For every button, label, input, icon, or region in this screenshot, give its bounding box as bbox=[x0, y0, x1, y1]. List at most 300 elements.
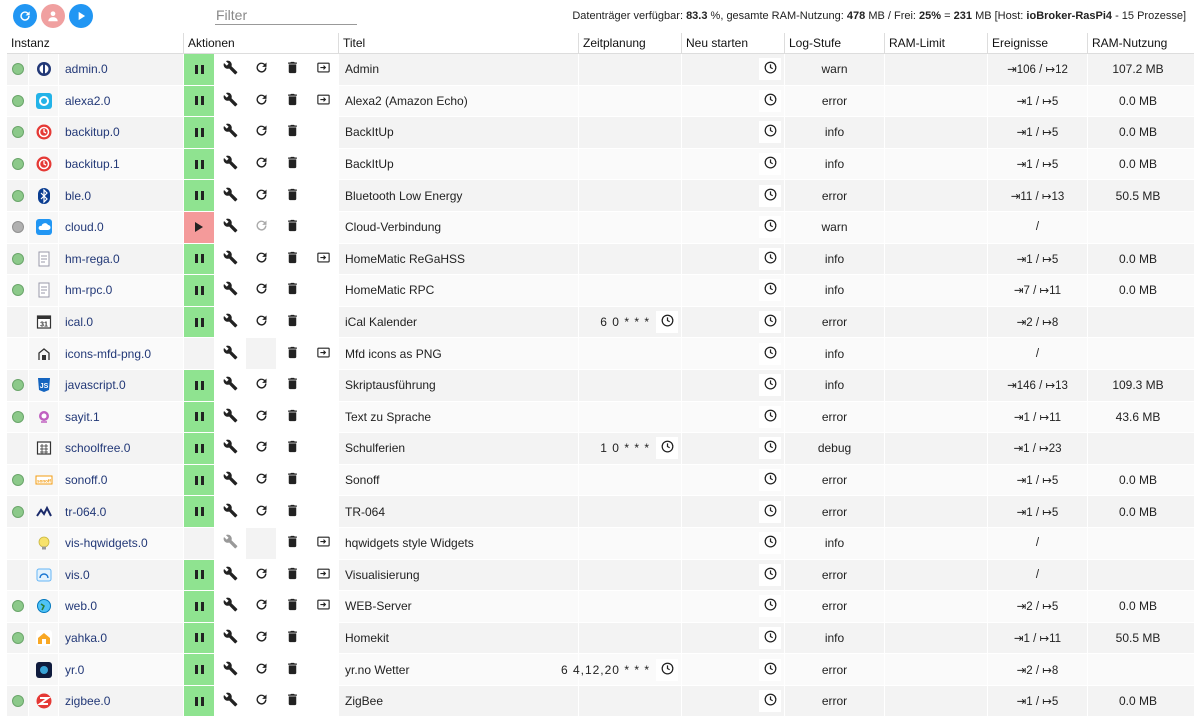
restart-schedule-button[interactable] bbox=[759, 690, 781, 712]
wrench-icon bbox=[223, 692, 238, 710]
open-link-icon bbox=[316, 566, 331, 584]
restart-schedule-button[interactable] bbox=[759, 185, 781, 207]
status-indicator bbox=[12, 695, 24, 707]
ram-usage: 0.0 MB bbox=[1118, 157, 1157, 172]
log-level[interactable]: error bbox=[785, 686, 885, 717]
ram-usage bbox=[1088, 560, 1188, 591]
adapter-cal2-icon bbox=[36, 440, 52, 456]
adapter-tr-icon bbox=[36, 504, 52, 520]
play-icon bbox=[195, 222, 203, 232]
settings-button[interactable] bbox=[215, 54, 246, 85]
restart-button[interactable] bbox=[246, 180, 277, 211]
ram-usage: 0.0 MB bbox=[1118, 504, 1157, 519]
settings-button[interactable] bbox=[215, 686, 246, 717]
adapter-icon-cell bbox=[29, 623, 59, 654]
settings-button[interactable] bbox=[215, 465, 246, 496]
clock-icon bbox=[763, 218, 778, 236]
restart-schedule-cell bbox=[682, 591, 785, 622]
schedule-button[interactable] bbox=[656, 437, 678, 459]
instance-title[interactable]: BackItUp bbox=[339, 117, 579, 148]
settings-button[interactable] bbox=[215, 338, 246, 369]
instance-name[interactable]: hm-rpc.0 bbox=[59, 275, 184, 306]
instance-name[interactable]: sonoff.0 bbox=[59, 465, 184, 496]
ram-usage: 0.0 MB bbox=[1118, 283, 1157, 298]
wrench-icon bbox=[223, 92, 238, 110]
restart-schedule-cell bbox=[682, 149, 785, 180]
restart-schedule-button[interactable] bbox=[759, 469, 781, 491]
settings-button[interactable] bbox=[215, 149, 246, 180]
schedule-cell bbox=[579, 117, 682, 148]
ram-limit-cell[interactable] bbox=[885, 623, 988, 654]
instance-title[interactable]: Text zu Sprache bbox=[339, 402, 579, 433]
status-indicator bbox=[12, 253, 24, 265]
open-web-button[interactable] bbox=[308, 338, 339, 369]
events-count: ⇥1 / ↦5 bbox=[988, 117, 1088, 148]
ram-usage: 0.0 MB bbox=[1118, 93, 1157, 108]
restart-schedule-button[interactable] bbox=[759, 248, 781, 270]
pause-button[interactable] bbox=[184, 433, 215, 464]
ram-usage bbox=[1088, 528, 1188, 559]
status-cell bbox=[7, 465, 29, 496]
log-level[interactable]: info bbox=[785, 117, 885, 148]
schedule-cell bbox=[579, 180, 682, 211]
instance-title[interactable]: Skriptausführung bbox=[339, 370, 579, 401]
restart-schedule-button[interactable] bbox=[759, 121, 781, 143]
clock-icon bbox=[763, 439, 778, 457]
restart-button[interactable] bbox=[246, 402, 277, 433]
instance-title[interactable]: Bluetooth Low Energy bbox=[339, 180, 579, 211]
settings-button[interactable] bbox=[215, 623, 246, 654]
clock-icon bbox=[763, 92, 778, 110]
clock-icon bbox=[763, 250, 778, 268]
reload-icon bbox=[254, 566, 269, 584]
restart-button[interactable] bbox=[246, 212, 277, 243]
instance-name[interactable]: backitup.0 bbox=[59, 117, 184, 148]
restart-button[interactable] bbox=[246, 54, 277, 85]
ram-usage: 50.5 MB bbox=[1115, 630, 1161, 645]
clock-icon bbox=[763, 597, 778, 615]
col-instance[interactable]: Instanz bbox=[7, 33, 184, 53]
open-web-empty bbox=[308, 117, 339, 148]
events-count: ⇥1 / ↦5 bbox=[988, 686, 1088, 717]
pause-button[interactable] bbox=[184, 402, 215, 433]
svg-text:31: 31 bbox=[39, 321, 48, 329]
restart-button[interactable] bbox=[246, 307, 277, 338]
restart-schedule-button[interactable] bbox=[759, 595, 781, 617]
status-indicator bbox=[12, 126, 24, 138]
adapter-icon-cell bbox=[29, 591, 59, 622]
log-level[interactable]: info bbox=[785, 370, 885, 401]
instance-name[interactable]: vis-hqwidgets.0 bbox=[59, 528, 184, 559]
pause-button[interactable] bbox=[184, 275, 215, 306]
open-web-button[interactable] bbox=[308, 244, 339, 275]
instance-name[interactable]: zigbee.0 bbox=[59, 686, 184, 717]
delete-button[interactable] bbox=[277, 496, 308, 527]
pause-icon bbox=[195, 191, 204, 200]
table-row bbox=[7, 654, 1194, 686]
settings-button[interactable] bbox=[215, 307, 246, 338]
trash-icon bbox=[285, 534, 300, 552]
settings-button[interactable] bbox=[215, 117, 246, 148]
reload-icon bbox=[254, 408, 269, 426]
adapter-doc-icon bbox=[36, 251, 52, 267]
ram-limit-cell[interactable] bbox=[885, 528, 988, 559]
ram-limit-cell[interactable] bbox=[885, 86, 988, 117]
pause-button[interactable] bbox=[184, 560, 215, 591]
ram-limit-cell[interactable] bbox=[885, 338, 988, 369]
log-level[interactable]: error bbox=[785, 86, 885, 117]
instance-title[interactable]: ZigBee bbox=[339, 686, 579, 717]
schedule-cell bbox=[579, 686, 682, 717]
log-level[interactable]: error bbox=[785, 307, 885, 338]
expert-mode-button[interactable] bbox=[41, 4, 65, 28]
pause-button[interactable] bbox=[184, 465, 215, 496]
restart-schedule-button[interactable] bbox=[759, 216, 781, 238]
restart-button[interactable] bbox=[246, 686, 277, 717]
instance-name[interactable]: hm-rega.0 bbox=[59, 244, 184, 275]
open-web-button[interactable] bbox=[308, 560, 339, 591]
restart-button[interactable] bbox=[246, 275, 277, 306]
delete-button[interactable] bbox=[277, 275, 308, 306]
restart-schedule-button[interactable] bbox=[759, 627, 781, 649]
svg-text:sonoff: sonoff bbox=[36, 478, 51, 484]
settings-button[interactable] bbox=[215, 496, 246, 527]
delete-button[interactable] bbox=[277, 338, 308, 369]
restart-schedule-button[interactable] bbox=[759, 153, 781, 175]
adapter-yr-icon bbox=[36, 662, 52, 678]
restart-schedule-cell bbox=[682, 433, 785, 464]
schedule-cell bbox=[579, 591, 682, 622]
log-level[interactable]: error bbox=[785, 560, 885, 591]
log-level[interactable]: info bbox=[785, 149, 885, 180]
pause-button[interactable] bbox=[184, 686, 215, 717]
settings-button[interactable] bbox=[215, 402, 246, 433]
schedule-cell bbox=[579, 402, 682, 433]
restart-schedule-button[interactable] bbox=[759, 90, 781, 112]
log-level[interactable]: info bbox=[785, 338, 885, 369]
settings-button[interactable] bbox=[215, 370, 246, 401]
ram-usage: 0.0 MB bbox=[1118, 599, 1157, 614]
ram-usage bbox=[1088, 433, 1188, 464]
adapter-ble-icon bbox=[36, 188, 52, 204]
restart-button[interactable] bbox=[246, 591, 277, 622]
table-row bbox=[7, 370, 1194, 402]
instance-name[interactable]: icons-mfd-png.0 bbox=[59, 338, 184, 369]
instance-title[interactable]: Mfd icons as PNG bbox=[339, 338, 579, 369]
status-cell bbox=[7, 212, 29, 243]
status-cell bbox=[7, 86, 29, 117]
ram-usage bbox=[1088, 654, 1188, 685]
pause-button[interactable] bbox=[184, 149, 215, 180]
ram-limit-cell[interactable] bbox=[885, 465, 988, 496]
instance-title[interactable]: Admin bbox=[339, 54, 579, 85]
restart-schedule-button[interactable] bbox=[759, 311, 781, 333]
pause-button[interactable] bbox=[184, 591, 215, 622]
log-level[interactable]: debug bbox=[785, 433, 885, 464]
pause-icon bbox=[195, 602, 204, 611]
settings-button[interactable] bbox=[215, 591, 246, 622]
instance-name[interactable]: backitup.1 bbox=[59, 149, 184, 180]
restart-schedule-button[interactable] bbox=[759, 437, 781, 459]
start-button[interactable] bbox=[69, 4, 93, 28]
ram-limit-cell[interactable] bbox=[885, 654, 988, 685]
delete-button[interactable] bbox=[277, 212, 308, 243]
pause-button[interactable] bbox=[184, 496, 215, 527]
instance-name[interactable]: javascript.0 bbox=[59, 370, 184, 401]
status-cell bbox=[7, 402, 29, 433]
schedule-cell bbox=[579, 54, 682, 85]
instance-title[interactable]: HomeMatic RPC bbox=[339, 275, 579, 306]
clock-icon bbox=[763, 123, 778, 141]
delete-button[interactable] bbox=[277, 560, 308, 591]
restart-schedule-cell bbox=[682, 275, 785, 306]
delete-button[interactable] bbox=[277, 54, 308, 85]
delete-button[interactable] bbox=[277, 433, 308, 464]
instance-title[interactable]: Homekit bbox=[339, 623, 579, 654]
restart-schedule-button[interactable] bbox=[759, 659, 781, 681]
open-web-button[interactable] bbox=[308, 54, 339, 85]
adapter-icon-cell bbox=[29, 370, 59, 401]
ram-limit-cell[interactable] bbox=[885, 686, 988, 717]
log-level[interactable]: warn bbox=[785, 54, 885, 85]
delete-button[interactable] bbox=[277, 180, 308, 211]
pause-button[interactable] bbox=[184, 86, 215, 117]
reload-icon bbox=[254, 597, 269, 615]
settings-button[interactable] bbox=[215, 86, 246, 117]
ram-limit-cell[interactable] bbox=[885, 307, 988, 338]
restart-schedule-button[interactable] bbox=[759, 58, 781, 80]
ram-limit-cell[interactable] bbox=[885, 591, 988, 622]
restart-schedule-button[interactable] bbox=[759, 532, 781, 554]
clock-icon bbox=[763, 281, 778, 299]
instance-title[interactable]: yr.no Wetter bbox=[339, 654, 579, 685]
restart-schedule-button[interactable] bbox=[759, 279, 781, 301]
ram-limit-cell[interactable] bbox=[885, 117, 988, 148]
instance-title[interactable]: BackItUp bbox=[339, 149, 579, 180]
trash-icon bbox=[285, 60, 300, 78]
restart-schedule-cell bbox=[682, 117, 785, 148]
delete-button[interactable] bbox=[277, 307, 308, 338]
instance-title[interactable]: Schulferien bbox=[339, 433, 579, 464]
ram-usage bbox=[1088, 212, 1188, 243]
status-indicator bbox=[12, 506, 24, 518]
refresh-button[interactable] bbox=[13, 4, 37, 28]
instance-name[interactable]: sayit.1 bbox=[59, 402, 184, 433]
pause-button[interactable] bbox=[184, 370, 215, 401]
table-row bbox=[7, 686, 1194, 718]
log-level[interactable]: error bbox=[785, 402, 885, 433]
restart-button[interactable] bbox=[246, 149, 277, 180]
instance-title[interactable]: Cloud-Verbindung bbox=[339, 212, 579, 243]
start-instance-button[interactable] bbox=[184, 212, 215, 243]
reload-icon bbox=[254, 376, 269, 394]
log-level[interactable]: error bbox=[785, 180, 885, 211]
restart-schedule-button[interactable] bbox=[759, 501, 781, 523]
delete-button[interactable] bbox=[277, 654, 308, 685]
schedule-button[interactable] bbox=[656, 311, 678, 333]
open-web-empty bbox=[308, 275, 339, 306]
delete-button[interactable] bbox=[277, 402, 308, 433]
settings-button[interactable] bbox=[215, 433, 246, 464]
restart-button[interactable] bbox=[246, 370, 277, 401]
wrench-icon bbox=[223, 250, 238, 268]
delete-button[interactable] bbox=[277, 370, 308, 401]
instance-name[interactable]: cloud.0 bbox=[59, 212, 184, 243]
open-web-empty bbox=[308, 623, 339, 654]
ram-limit-cell[interactable] bbox=[885, 433, 988, 464]
table-row bbox=[7, 117, 1194, 149]
filter-input[interactable] bbox=[215, 5, 357, 25]
restart-button[interactable] bbox=[246, 654, 277, 685]
ram-limit-cell[interactable] bbox=[885, 180, 988, 211]
log-level[interactable]: warn bbox=[785, 212, 885, 243]
start-empty bbox=[184, 528, 215, 559]
restart-schedule-button[interactable] bbox=[759, 406, 781, 428]
restart-button[interactable] bbox=[246, 496, 277, 527]
instance-title[interactable]: hqwidgets style Widgets bbox=[339, 528, 579, 559]
pause-button[interactable] bbox=[184, 623, 215, 654]
restart-schedule-button[interactable] bbox=[759, 564, 781, 586]
schedule-button[interactable] bbox=[656, 659, 678, 681]
events-count: ⇥2 / ↦5 bbox=[988, 591, 1088, 622]
restart-schedule-cell bbox=[682, 86, 785, 117]
col-title[interactable]: Titel bbox=[339, 33, 579, 53]
open-web-button[interactable] bbox=[308, 86, 339, 117]
status-indicator bbox=[12, 411, 24, 423]
log-level[interactable]: error bbox=[785, 654, 885, 685]
pause-button[interactable] bbox=[184, 244, 215, 275]
settings-button[interactable] bbox=[215, 275, 246, 306]
trash-icon bbox=[285, 629, 300, 647]
wrench-icon bbox=[223, 281, 238, 299]
ram-limit-cell[interactable] bbox=[885, 560, 988, 591]
log-level[interactable]: error bbox=[785, 496, 885, 527]
restart-button[interactable] bbox=[246, 433, 277, 464]
ram-limit-cell[interactable] bbox=[885, 402, 988, 433]
schedule-text: 6 0 * * * bbox=[600, 315, 650, 330]
open-web-empty bbox=[308, 212, 339, 243]
adapter-icon-cell bbox=[29, 654, 59, 685]
restart-button[interactable] bbox=[246, 244, 277, 275]
instance-title[interactable]: Sonoff bbox=[339, 465, 579, 496]
open-web-empty bbox=[308, 686, 339, 717]
ram-limit-cell[interactable] bbox=[885, 244, 988, 275]
adapter-mfd-icon bbox=[36, 346, 52, 362]
ram-limit-cell[interactable] bbox=[885, 149, 988, 180]
pause-icon bbox=[195, 160, 204, 169]
ram-limit-cell[interactable] bbox=[885, 370, 988, 401]
open-web-button[interactable] bbox=[308, 528, 339, 559]
delete-button[interactable] bbox=[277, 686, 308, 717]
settings-button[interactable] bbox=[215, 560, 246, 591]
delete-button[interactable] bbox=[277, 117, 308, 148]
settings-button[interactable] bbox=[215, 180, 246, 211]
status-cell bbox=[7, 560, 29, 591]
delete-button[interactable] bbox=[277, 149, 308, 180]
instance-name[interactable]: schoolfree.0 bbox=[59, 433, 184, 464]
open-web-empty bbox=[308, 307, 339, 338]
delete-button[interactable] bbox=[277, 528, 308, 559]
restart-button[interactable] bbox=[246, 117, 277, 148]
ram-limit-cell[interactable] bbox=[885, 54, 988, 85]
log-level[interactable]: info bbox=[785, 275, 885, 306]
adapter-icon-cell bbox=[29, 244, 59, 275]
ram-limit-cell[interactable] bbox=[885, 496, 988, 527]
delete-button[interactable] bbox=[277, 86, 308, 117]
instance-name[interactable]: admin.0 bbox=[59, 54, 184, 85]
restart-button[interactable] bbox=[246, 86, 277, 117]
pause-button[interactable] bbox=[184, 54, 215, 85]
table-row bbox=[7, 591, 1194, 623]
pause-button[interactable] bbox=[184, 654, 215, 685]
delete-button[interactable] bbox=[277, 591, 308, 622]
ram-limit-cell[interactable] bbox=[885, 275, 988, 306]
instance-title[interactable]: HomeMatic ReGaHSS bbox=[339, 244, 579, 275]
delete-button[interactable] bbox=[277, 465, 308, 496]
restart-schedule-button[interactable] bbox=[759, 374, 781, 396]
instance-title[interactable]: TR-064 bbox=[339, 496, 579, 527]
schedule-text: 6 4,12,20 * * * bbox=[560, 662, 650, 677]
ram-limit-cell[interactable] bbox=[885, 212, 988, 243]
reload-icon bbox=[254, 471, 269, 489]
pause-icon bbox=[195, 697, 204, 706]
wrench-icon bbox=[223, 661, 238, 679]
pause-button[interactable] bbox=[184, 117, 215, 148]
instance-title[interactable]: Visualisierung bbox=[339, 560, 579, 591]
pause-icon bbox=[195, 254, 204, 263]
restart-button[interactable] bbox=[246, 465, 277, 496]
settings-button[interactable] bbox=[215, 244, 246, 275]
open-web-button[interactable] bbox=[308, 591, 339, 622]
instance-name[interactable]: ble.0 bbox=[59, 180, 184, 211]
instance-name[interactable]: ical.0 bbox=[59, 307, 184, 338]
settings-button[interactable] bbox=[215, 528, 246, 559]
events-count: ⇥106 / ↦12 bbox=[988, 54, 1088, 85]
settings-button[interactable] bbox=[215, 654, 246, 685]
instance-name[interactable]: web.0 bbox=[59, 591, 184, 622]
events-count: ⇥1 / ↦5 bbox=[988, 149, 1088, 180]
instance-name[interactable]: alexa2.0 bbox=[59, 86, 184, 117]
instance-name[interactable]: tr-064.0 bbox=[59, 496, 184, 527]
pause-button[interactable] bbox=[184, 307, 215, 338]
delete-button[interactable] bbox=[277, 623, 308, 654]
restart-button[interactable] bbox=[246, 623, 277, 654]
delete-button[interactable] bbox=[277, 244, 308, 275]
restart-button[interactable] bbox=[246, 560, 277, 591]
instance-name[interactable]: vis.0 bbox=[59, 560, 184, 591]
log-level[interactable]: info bbox=[785, 244, 885, 275]
restart-schedule-button[interactable] bbox=[759, 343, 781, 365]
log-level[interactable]: error bbox=[785, 465, 885, 496]
log-level[interactable]: error bbox=[785, 591, 885, 622]
restart-empty bbox=[246, 528, 277, 559]
instance-title[interactable]: iCal Kalender bbox=[339, 307, 579, 338]
log-level[interactable]: info bbox=[785, 623, 885, 654]
log-level[interactable]: info bbox=[785, 528, 885, 559]
instance-title[interactable]: WEB-Server bbox=[339, 591, 579, 622]
settings-button[interactable] bbox=[215, 212, 246, 243]
trash-icon bbox=[285, 218, 300, 236]
events-count: / bbox=[988, 212, 1088, 243]
instance-name[interactable]: yr.0 bbox=[59, 654, 184, 685]
open-link-icon bbox=[316, 92, 331, 110]
instance-name[interactable]: yahka.0 bbox=[59, 623, 184, 654]
ram-usage: 43.6 MB bbox=[1115, 409, 1161, 424]
instance-title[interactable]: Alexa2 (Amazon Echo) bbox=[339, 86, 579, 117]
reload-icon bbox=[254, 281, 269, 299]
pause-button[interactable] bbox=[184, 180, 215, 211]
ram-usage: 0.0 MB bbox=[1118, 125, 1157, 140]
